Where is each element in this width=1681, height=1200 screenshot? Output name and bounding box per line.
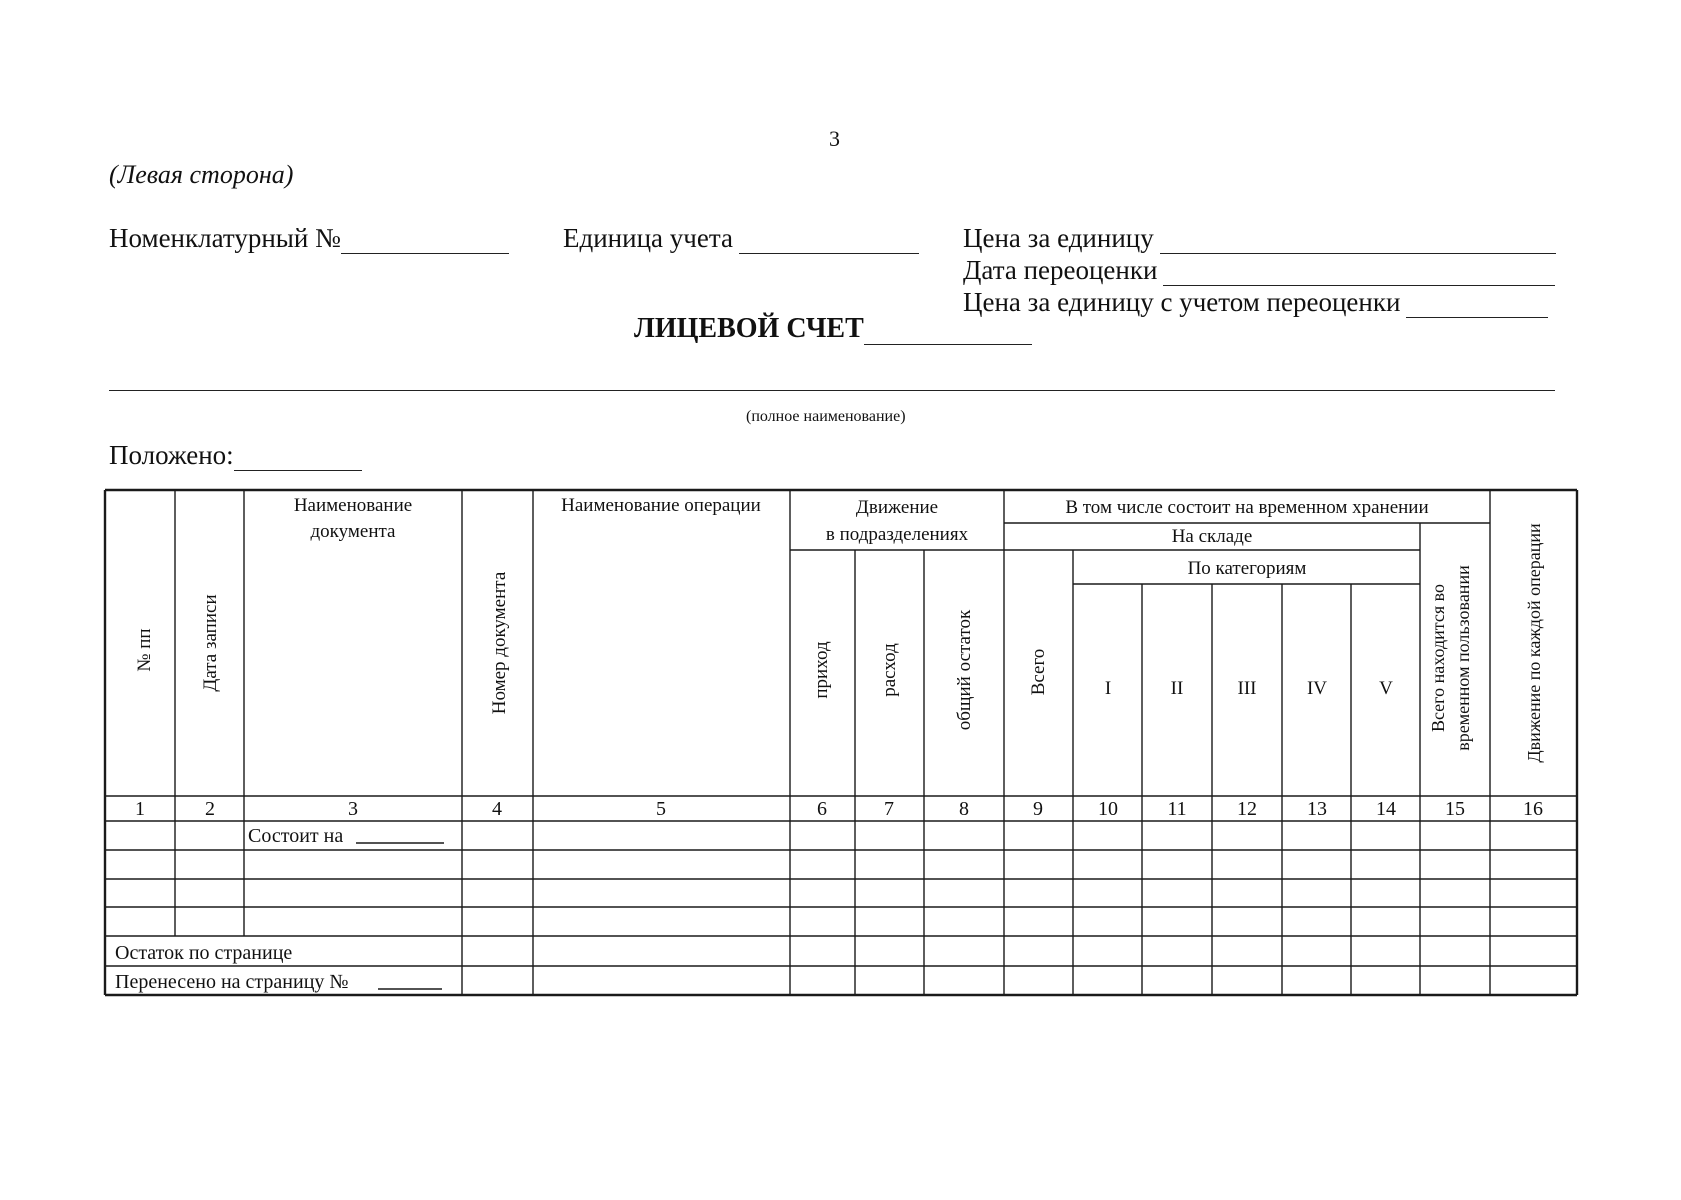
header-c14: V (1379, 678, 1393, 699)
header-c12: III (1237, 678, 1257, 699)
page-balance-label: Остаток по странице (115, 942, 293, 964)
col-number: 6 (817, 798, 827, 820)
header-storage: В том числе состоит на временном хранении (1065, 497, 1429, 518)
col-number: 8 (959, 798, 969, 820)
header-c3-line1: Наименование (293, 495, 413, 516)
page-number: 3 (829, 126, 840, 151)
header-c6: приход (811, 641, 832, 699)
full-name-caption: (полное наименование) (746, 408, 906, 425)
col-number: 11 (1167, 798, 1187, 820)
polozheno-label: Положено: (109, 440, 234, 470)
header-movement-line2: в подразделениях (825, 524, 969, 545)
header-c11: II (1170, 678, 1184, 699)
header-warehouse: На складе (1171, 526, 1253, 547)
col-number: 13 (1307, 798, 1327, 820)
header-by-categories: По категориям (1187, 558, 1307, 579)
side-note: (Левая сторона) (109, 160, 294, 189)
header-c9: Всего (1028, 648, 1049, 696)
col-number: 9 (1033, 798, 1043, 820)
revaluation-date-label: Дата переоценки (963, 255, 1158, 285)
header-c15-line2: временном пользовании (1453, 565, 1473, 751)
col-number: 4 (492, 798, 502, 820)
header-c2: Дата записи (200, 594, 221, 692)
carried-to-page-label: Перенесено на страницу № (115, 971, 349, 993)
col-number: 15 (1445, 798, 1465, 820)
header-c10: I (1104, 678, 1112, 699)
col-number: 14 (1376, 798, 1396, 820)
col-number: 12 (1237, 798, 1257, 820)
header-c4: Номер документа (489, 571, 510, 715)
header-c1: № пп (134, 628, 155, 672)
price-label: Цена за единицу (963, 223, 1154, 253)
price-revalued-label: Цена за единицу с учетом переоценки (963, 287, 1401, 317)
col-number: 16 (1523, 798, 1543, 820)
header-c7: расход (879, 643, 900, 697)
col-number: 3 (348, 798, 358, 820)
header-movement-line1: Движение (855, 497, 939, 518)
header-c3-line2: документа (310, 521, 396, 542)
col-number: 7 (884, 798, 894, 820)
consists-on-label: Состоит на (248, 825, 344, 847)
header-c16: Движение по каждой операции (1524, 523, 1544, 763)
col-number: 10 (1098, 798, 1118, 820)
title-text: ЛИЦЕВОЙ СЧЕТ (634, 313, 864, 344)
unit-label: Единица учета (563, 223, 733, 253)
header-c8: общий остаток (954, 609, 975, 731)
nomenclature-label: Номенклатурный № (109, 223, 341, 253)
col-number: 1 (135, 798, 145, 820)
header-c15-line1: Всего находится во (1428, 583, 1448, 733)
col-number: 2 (205, 798, 215, 820)
col-number: 5 (656, 798, 666, 820)
header-c5: Наименование операции (561, 495, 761, 516)
header-c13: IV (1306, 678, 1328, 699)
